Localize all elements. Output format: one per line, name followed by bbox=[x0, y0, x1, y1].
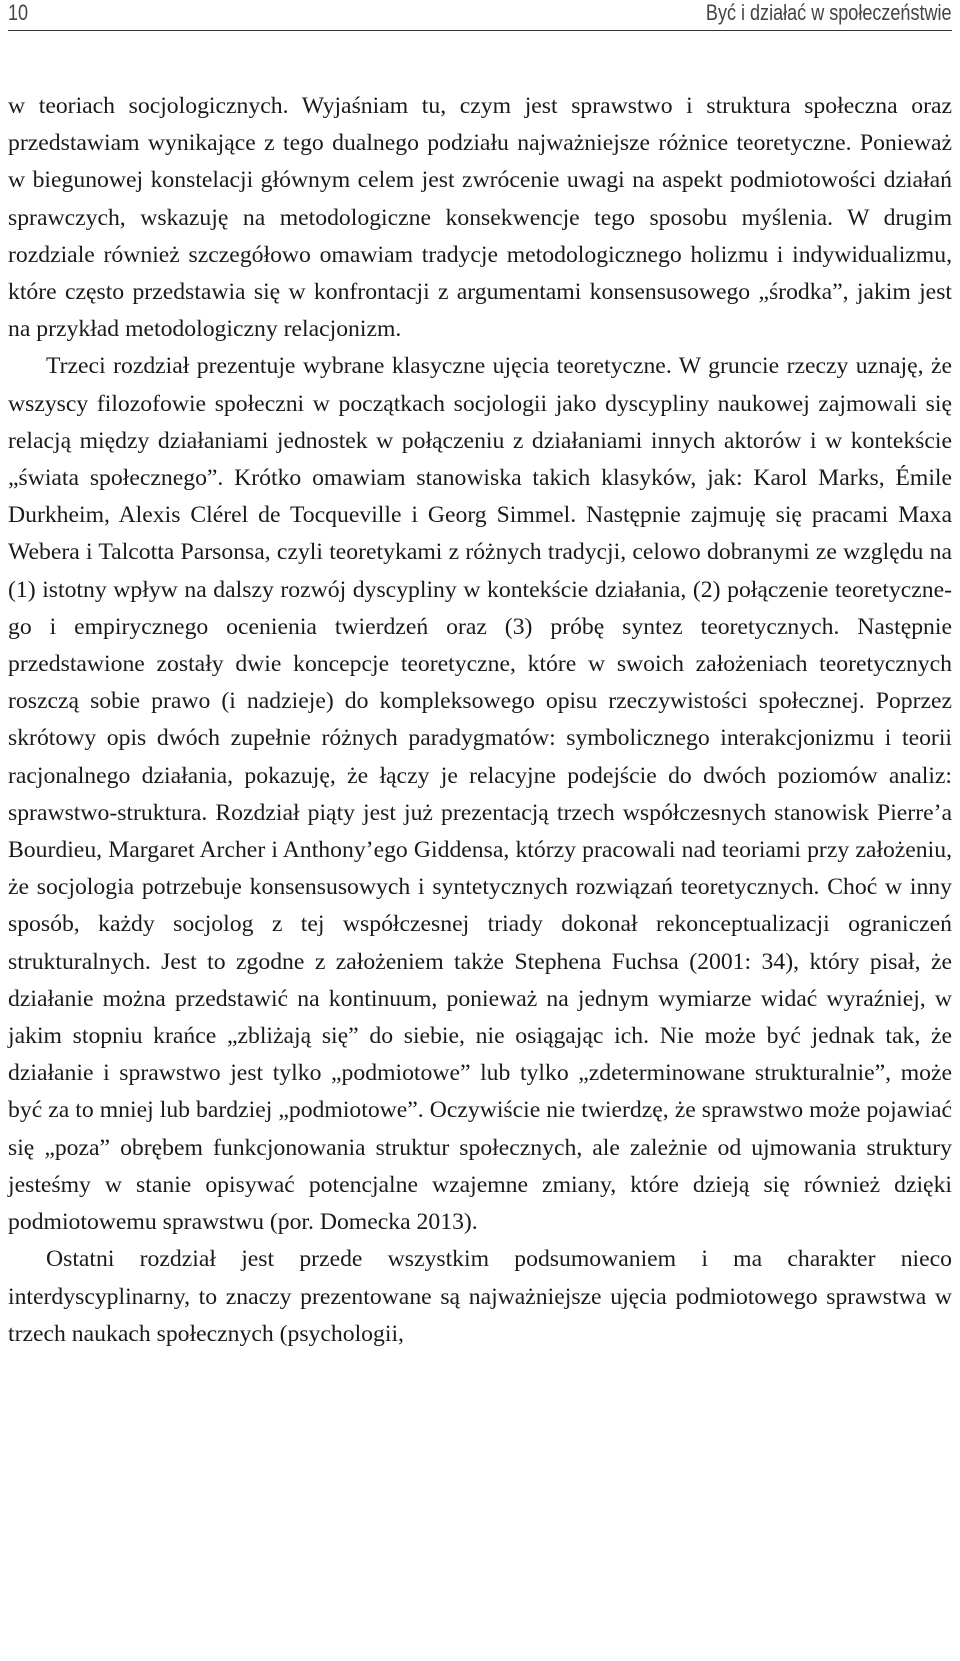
paragraph-last-chapter: Ostatni rozdział jest przede wszystkim podsumowaniem i ma charakter nieco interdyscyplinarny, to znaczy prezentowane są najważniejsze ujęcia podmiotowego sprawstwa w trzech naukach społecznych (psychologii, bbox=[8, 1246, 952, 1347]
paragraph-third-chapter: Trzeci rozdział prezentuje wybrane klasyczne ujęcia teoretyczne. W gruncie rzeczy uznaję, że wszyscy filozofowie społeczni w początkach socjologii jako dyscypliny naukowej zajmowali się relacją między działaniami jednostek w połączeniu z działaniami innych aktorów i w kontekście „świata społecznego”. Krótko omawiam stanowiska takich klasyków, jak: Karol Marks, Émile Durkheim, Alexis Clérel de Tocqueville i Georg Simmel. Następnie zajmuję się pracami Maxa Webera i Talcotta Parsonsa, czyli teoretykami z różnych tradycji, celowo dobranymi ze względu na (1) istotny wpływ na dalszy rozwój dyscypliny w kontekście działania, (2) połączenie teoretycznego i empirycznego ocenienia twierdzeń oraz (3) próbę syntez teoretycznych. Następnie przedstawione zostały dwie koncepcje teoretyczne, które w swoich założeniach teoretycznych roszczą sobie prawo (i nadzieje) do kompleksowego opisu rzeczywistości społecznej. Poprzez skrótowy opis dwóch zupełnie różnych paradygmatów: symbolicznego interakcjonizmu i teorii racjonalnego działania, pokazuję, że łączy je relacyjne podejście do dwóch poziomów analiz: sprawstwo-struktura. Rozdział piąty jest już prezentacją trzech współczesnych stanowisk Pierre’a Bourdieu, Margaret Archer i Anthony’ego Giddensa, którzy pracowali nad teoriami przy założeniu, że socjologia potrzebuje konsensusowych i syntetycznych rozwiązań teoretycznych. Choć w inny sposób, każdy socjolog z tej współczesnej triady dokonał rekonceptualizacji ograniczeń strukturalnych. Jest to zgodne z założeniem także Stephena Fuchsa (2001: 34), który pisał, że działanie można przedstawić na kontinuum, ponieważ na jednym wymiarze widać wyraźniej, w jakim stopniu krańce „zbliżają się” do siebie, nie osiągając ich. Nie może być jednak tak, że działanie i sprawstwo jest tylko „podmiotowe” lub tylko „zdeterminowane strukturalnie”, może być za to mniej lub bardziej „podmiotowe”. Oczywiście nie twierdzę, że sprawstwo może pojawiać się „poza” obrębem funkcjonowania struktur społecznych, ale zależnie od ujmowania struktury jesteśmy w stanie opisywać potencjalne wzajemne zmiany, które dzieją się również dzięki podmiotowemu sprawstwu (por. Domecka 2013). bbox=[8, 353, 952, 1236]
page-number: 10 bbox=[8, 0, 29, 25]
body-text bbox=[8, 88, 952, 1353]
running-header bbox=[8, 0, 952, 31]
running-title: Być i działać w społeczeństwie bbox=[706, 0, 952, 25]
paragraph-continued: w teoriach socjologicznych. Wyjaśniam tu, czym jest sprawstwo i struktura społeczna oraz przedstawiam wynikające z tego dualnego podziału najważniejsze różnice teoretyczne. Ponieważ w biegunowej konstelacji głównym celem jest zwrócenie uwagi na aspekt podmiotowości działań sprawczych, wskazuję na metodologiczne konsekwencje tego sposobu myślenia. W drugim rozdziale również szczegółowo omawiam tradycje metodologicznego holizmu i indywidualizmu, które często przedstawia się w konfrontacji z argumentami konsensusowego „środka”, jakim jest na przykład metodologiczny relacjonizm. bbox=[8, 93, 952, 343]
